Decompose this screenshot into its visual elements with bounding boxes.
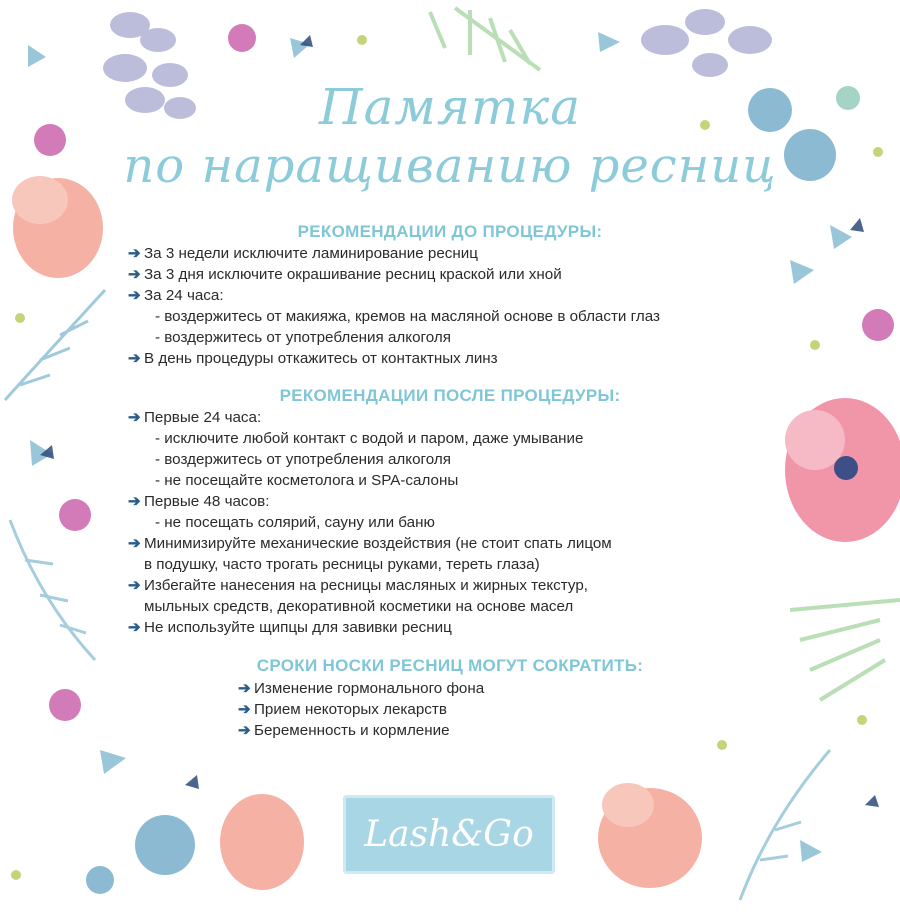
left-lower-fern — [10, 520, 95, 660]
list-item: ➔ Не используйте щипцы для завивки ресниц — [128, 619, 452, 636]
arrow-icon: ➔ — [238, 722, 251, 739]
list-item-continuation: в подушку, часто трогать ресницы руками, тереть глаза) — [144, 556, 540, 573]
top-palm — [430, 8, 540, 70]
arrow-icon: ➔ — [128, 619, 141, 636]
right-bloom — [862, 309, 894, 341]
section-before-heading: РЕКОМЕНДАЦИИ ДО ПРОЦЕДУРЫ: — [297, 222, 603, 241]
page-subtitle: по наращиванию ресниц — [123, 138, 777, 194]
list-subitem: - воздержитесь от макияжа, кремов на масляной основе в области глаз — [155, 308, 660, 325]
list-item: ➔ Изменение гормонального фона — [238, 680, 485, 697]
list-subitem: - воздержитесь от употребления алкоголя — [155, 329, 451, 346]
list-subitem: - не посещайте косметолога и SPA-салоны — [155, 472, 459, 489]
right-pink-flower — [785, 398, 900, 542]
arrow-icon: ➔ — [238, 680, 251, 697]
brand-logo-text: Lash&Go — [364, 814, 534, 855]
arrow-icon: ➔ — [128, 245, 141, 262]
arrow-icon: ➔ — [128, 266, 141, 283]
list-item: ➔ Избегайте нанесения на ресницы масляных и жирных текстур, — [128, 577, 588, 594]
arrow-icon: ➔ — [128, 535, 141, 552]
right-palm — [790, 600, 900, 700]
section-duration-heading: СРОКИ НОСКИ РЕСНИЦ МОГУТ СОКРАТИТЬ: — [256, 656, 644, 675]
page-title: Памятка — [318, 78, 582, 136]
arrow-icon: ➔ — [128, 287, 141, 304]
list-item: ➔ За 3 недели исключите ламинирование ресниц — [128, 245, 478, 262]
brand-logo — [343, 795, 555, 874]
list-subitem: - воздержитесь от употребления алкоголя — [155, 451, 451, 468]
list-item: ➔ Беременность и кормление — [238, 722, 450, 739]
list-subitem: - исключите любой контакт с водой и паром, даже умывание — [155, 430, 584, 447]
list-item: ➔ В день процедуры откажитесь от контактных линз — [128, 350, 498, 367]
arrow-icon: ➔ — [128, 493, 141, 510]
bottom-left-succulent — [86, 815, 195, 894]
list-item-continuation: мыльных средств, декоративной косметики на основе масел — [144, 598, 574, 615]
list-item: ➔ За 24 часа: — [128, 287, 224, 304]
arrow-icon: ➔ — [128, 409, 141, 426]
list-item: ➔ Первые 48 часов: — [128, 493, 270, 510]
list-item: ➔ Первые 24 часа: — [128, 409, 262, 426]
list-item: ➔ Минимизируйте механические воздействия (не стоит спать лицом — [128, 535, 612, 552]
list-subitem: - не посещать солярий, сауну или баню — [155, 514, 435, 531]
list-item: ➔ За 3 дня исключите окрашивание ресниц краской или хной — [128, 266, 562, 283]
left-fern — [5, 290, 105, 400]
arrow-icon: ➔ — [128, 577, 141, 594]
arrow-icon: ➔ — [238, 701, 251, 718]
top-right-berries — [641, 9, 772, 77]
section-after-heading: РЕКОМЕНДАЦИИ ПОСЛЕ ПРОЦЕДУРЫ: — [279, 386, 621, 405]
list-item: ➔ Прием некоторых лекарств — [238, 701, 447, 718]
arrow-icon: ➔ — [128, 350, 141, 367]
bottom-right-fern — [740, 750, 830, 900]
